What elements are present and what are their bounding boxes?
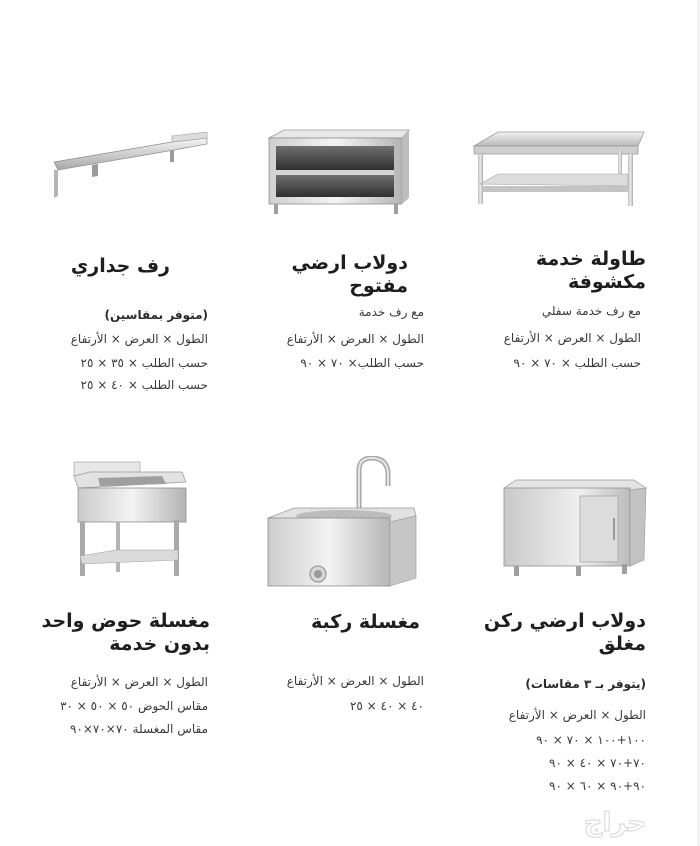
product-spec-line: الطول × العرض × الأرتفاع xyxy=(508,708,646,722)
wall-shelf-image xyxy=(52,132,210,200)
watermark-text: حراج xyxy=(583,808,647,838)
product-title: مغسلة حوض واحد بدون خدمة xyxy=(41,610,210,655)
product-spec-line: الطول × العرض × الأرتفاع xyxy=(286,674,424,688)
product-spec-line: مع رف خدمة xyxy=(358,305,424,319)
service-table-image xyxy=(468,128,646,208)
product-spec-line: حسب الطلب × ٣٥ × ٢٥ xyxy=(80,356,208,370)
product-spec-line: ٤٠ × ٤٠ × ٢٥ xyxy=(349,699,424,713)
product-spec-line: ٧٠+٧٠ × ٤٠ × ٩٠ xyxy=(549,756,646,770)
product-spec-line: الطول × العرض × الأرتفاع xyxy=(503,331,641,345)
knee-sink-image xyxy=(264,456,420,590)
product-spec-line: حسب الطلب × ٤٠ × ٢٥ xyxy=(80,378,208,392)
product-spec-line: حسب الطلب× ٧٠ × ٩٠ xyxy=(300,356,424,370)
product-title: مغسلة ركبة xyxy=(311,611,420,633)
product-title: رف جداري xyxy=(70,255,170,277)
product-spec-line: مقاس الحوض ٥٠ × ٥٠ × ٣٠ xyxy=(60,699,208,713)
single-sink-image xyxy=(70,460,190,582)
product-spec-line: ٩٠+٩٠ × ٦٠ × ٩٠ xyxy=(549,779,646,793)
product-spec-line: مع رف خدمة سفلي xyxy=(541,304,641,318)
product-spec-line: (متوفر بمقاسين) xyxy=(104,308,208,322)
open-cabinet-image xyxy=(266,128,411,216)
corner-cabinet-image xyxy=(500,478,648,582)
product-title: دولاب ارضي مفتوح xyxy=(291,252,408,297)
product-spec-line: الطول × العرض × الأرتفاع xyxy=(70,675,208,689)
product-title: دولاب ارضي ركن مغلق xyxy=(483,610,646,655)
product-spec-line: حسب الطلب × ٧٠ × ٩٠ xyxy=(513,356,641,370)
product-title: طاولة خدمة مكشوفة xyxy=(535,248,646,293)
haraj-watermark-logo xyxy=(545,805,685,841)
product-spec-line: الطول × العرض × الأرتفاع xyxy=(286,332,424,346)
product-spec-line: مقاس المغسلة ٧٠×٧٠×٩٠ xyxy=(69,722,208,736)
product-spec-line: الطول × العرض × الأرتفاع xyxy=(70,332,208,346)
product-spec-line: ١٠٠+١٠٠ × ٧٠ × ٩٠ xyxy=(536,733,646,747)
product-spec-line: (يتوفر بـ ٣ مقاسات) xyxy=(525,677,646,691)
